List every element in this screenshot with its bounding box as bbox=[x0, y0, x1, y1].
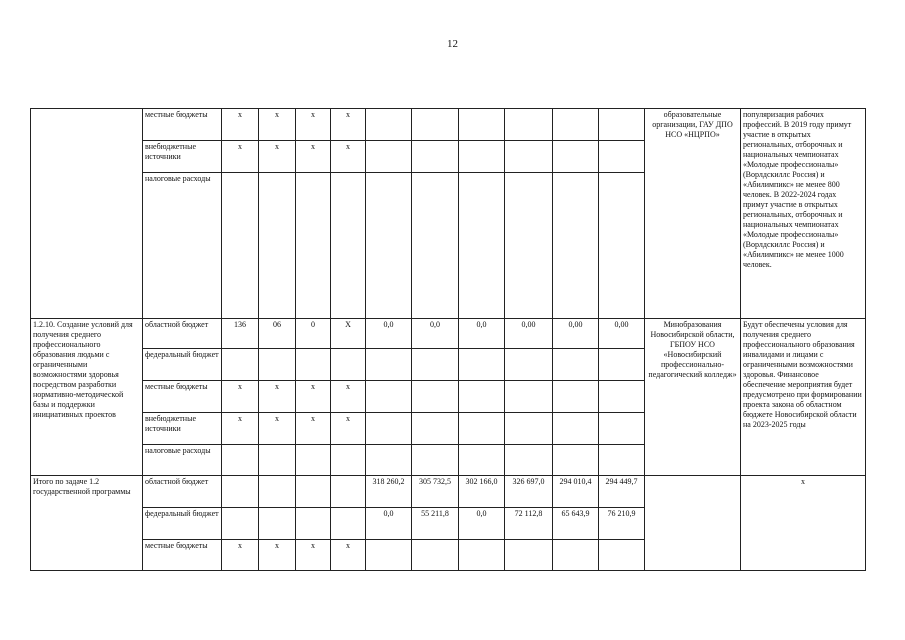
value-cell: 0,0 bbox=[412, 319, 459, 349]
mark-cell bbox=[222, 476, 259, 508]
value-cell bbox=[599, 413, 645, 445]
mark-cell: х bbox=[259, 413, 296, 445]
value-cell bbox=[553, 109, 599, 141]
value-cell bbox=[553, 173, 599, 319]
value-cell bbox=[505, 381, 553, 413]
value-cell bbox=[412, 109, 459, 141]
value-cell bbox=[599, 173, 645, 319]
source-cell: областной бюджет bbox=[143, 476, 222, 508]
value-cell bbox=[505, 540, 553, 571]
code-cell: 06 bbox=[259, 319, 296, 349]
code-cell bbox=[331, 349, 366, 381]
mark-cell: х bbox=[222, 413, 259, 445]
mark-cell bbox=[259, 445, 296, 476]
value-cell: 0,00 bbox=[505, 319, 553, 349]
source-cell: налоговые расходы bbox=[143, 173, 222, 319]
value-cell bbox=[412, 413, 459, 445]
value-cell: 0,00 bbox=[553, 319, 599, 349]
value-cell bbox=[599, 445, 645, 476]
value-cell bbox=[599, 141, 645, 173]
mark-cell: х bbox=[222, 381, 259, 413]
organization-cell bbox=[645, 476, 741, 571]
value-cell bbox=[366, 413, 412, 445]
organization-cell: Минобразования Новосибирской области, ГБПОУ НСО «Новосибирский профессионально-педагогический колледж» bbox=[645, 319, 741, 476]
value-cell bbox=[459, 141, 505, 173]
value-cell bbox=[505, 445, 553, 476]
value-cell bbox=[412, 540, 459, 571]
source-cell: налоговые расходы bbox=[143, 445, 222, 476]
mark-cell bbox=[296, 445, 331, 476]
value-cell bbox=[505, 141, 553, 173]
source-cell: федеральный бюджет bbox=[143, 349, 222, 381]
mark-cell: х bbox=[296, 141, 331, 173]
value-cell bbox=[412, 349, 459, 381]
value-cell bbox=[553, 445, 599, 476]
mark-cell: х bbox=[331, 413, 366, 445]
value-cell bbox=[366, 141, 412, 173]
value-cell bbox=[459, 381, 505, 413]
source-cell: местные бюджеты bbox=[143, 540, 222, 571]
mark-cell: х bbox=[259, 141, 296, 173]
value-cell: 318 260,2 bbox=[366, 476, 412, 508]
value-cell bbox=[599, 349, 645, 381]
mark-cell: х bbox=[296, 381, 331, 413]
value-cell bbox=[505, 109, 553, 141]
mark-cell: х bbox=[331, 381, 366, 413]
value-cell bbox=[412, 445, 459, 476]
result-cell: популяризация рабочих профессий. В 2019 году примут участие в открытых региональных, отборочных и национальных чемпионатах «Молодые профессионалы» (Ворлдскиллс Россия) и «Абилимпикс» не менее 800 человек. В 2022-2024 годах примут участие в открытых региональных, отборочных и национальных чемпионатах «Молодые профессионалы» (Ворлдскиллс Россия) и «Абилимпикс» не менее 1000 человек. bbox=[741, 109, 866, 319]
value-cell: 0,0 bbox=[366, 319, 412, 349]
value-cell: 0,00 bbox=[599, 319, 645, 349]
value-cell: 0,0 bbox=[366, 508, 412, 540]
mark-cell bbox=[259, 476, 296, 508]
code-cell: 136 bbox=[222, 319, 259, 349]
task-cell bbox=[31, 109, 143, 319]
code-cell bbox=[259, 349, 296, 381]
value-cell: 326 697,0 bbox=[505, 476, 553, 508]
value-cell bbox=[366, 349, 412, 381]
source-cell: местные бюджеты bbox=[143, 381, 222, 413]
result-cell: х bbox=[741, 476, 866, 571]
source-cell: местные бюджеты bbox=[143, 109, 222, 141]
mark-cell: х bbox=[222, 540, 259, 571]
mark-cell bbox=[331, 445, 366, 476]
mark-cell bbox=[222, 508, 259, 540]
value-cell: 302 166,0 bbox=[459, 476, 505, 508]
value-cell bbox=[412, 141, 459, 173]
code-cell: Х bbox=[331, 319, 366, 349]
mark-cell: х bbox=[296, 413, 331, 445]
value-cell bbox=[599, 109, 645, 141]
mark-cell bbox=[259, 508, 296, 540]
value-cell bbox=[505, 413, 553, 445]
source-cell: областной бюджет bbox=[143, 319, 222, 349]
value-cell bbox=[505, 173, 553, 319]
value-cell bbox=[553, 349, 599, 381]
value-cell bbox=[553, 141, 599, 173]
value-cell bbox=[412, 381, 459, 413]
mark-cell bbox=[331, 173, 366, 319]
value-cell bbox=[505, 349, 553, 381]
mark-cell: х bbox=[331, 141, 366, 173]
value-cell bbox=[459, 173, 505, 319]
value-cell: 55 211,8 bbox=[412, 508, 459, 540]
mark-cell bbox=[296, 476, 331, 508]
value-cell bbox=[599, 540, 645, 571]
value-cell bbox=[366, 445, 412, 476]
table-row bbox=[31, 109, 866, 141]
page-number: 12 bbox=[447, 38, 458, 50]
value-cell bbox=[599, 381, 645, 413]
value-cell: 0,0 bbox=[459, 508, 505, 540]
mark-cell bbox=[296, 508, 331, 540]
value-cell bbox=[366, 540, 412, 571]
value-cell bbox=[459, 445, 505, 476]
mark-cell bbox=[222, 173, 259, 319]
table-row bbox=[31, 319, 866, 349]
value-cell: 0,0 bbox=[459, 319, 505, 349]
value-cell bbox=[459, 349, 505, 381]
mark-cell bbox=[331, 476, 366, 508]
value-cell: 65 643,9 bbox=[553, 508, 599, 540]
value-cell: 294 449,7 bbox=[599, 476, 645, 508]
mark-cell: х bbox=[259, 540, 296, 571]
code-cell bbox=[222, 349, 259, 381]
mark-cell bbox=[331, 508, 366, 540]
mark-cell: х bbox=[331, 540, 366, 571]
mark-cell: х bbox=[296, 109, 331, 141]
task-cell: 1.2.10. Создание условий для получения среднего профессионального образования людьми с ограниченными возможностями здоровья посредством разработки нормативно-методической базы и поддержки инициативных проектов bbox=[31, 319, 143, 476]
mark-cell bbox=[296, 173, 331, 319]
value-cell bbox=[366, 173, 412, 319]
value-cell bbox=[366, 109, 412, 141]
program-table bbox=[30, 108, 866, 571]
value-cell: 72 112,8 bbox=[505, 508, 553, 540]
value-cell bbox=[459, 413, 505, 445]
value-cell bbox=[459, 540, 505, 571]
code-cell bbox=[296, 349, 331, 381]
mark-cell bbox=[259, 173, 296, 319]
mark-cell bbox=[222, 445, 259, 476]
value-cell bbox=[553, 540, 599, 571]
mark-cell: х bbox=[259, 381, 296, 413]
value-cell: 76 210,9 bbox=[599, 508, 645, 540]
task-cell: Итого по задаче 1.2 государственной программы bbox=[31, 476, 143, 571]
value-cell bbox=[459, 109, 505, 141]
table-row bbox=[31, 476, 866, 508]
mark-cell: х bbox=[259, 109, 296, 141]
mark-cell: х bbox=[331, 109, 366, 141]
mark-cell: х bbox=[222, 109, 259, 141]
value-cell bbox=[412, 173, 459, 319]
source-cell: внебюджетные источники bbox=[143, 413, 222, 445]
value-cell: 294 010,4 bbox=[553, 476, 599, 508]
mark-cell: х bbox=[296, 540, 331, 571]
mark-cell: х bbox=[222, 141, 259, 173]
code-cell: 0 bbox=[296, 319, 331, 349]
value-cell: 305 732,5 bbox=[412, 476, 459, 508]
organization-cell: образовательные организации, ГАУ ДПО НСО «НЦРПО» bbox=[645, 109, 741, 319]
result-cell: Будут обеспечены условия для получения среднего профессионального образования инвалидами и лицами с ограниченными возможностями здоровья. Финансовое обеспечение мероприятия будет предусмотрено при формировании проекта закона об областном бюджете Новосибирской области на 2023-2025 годы bbox=[741, 319, 866, 476]
value-cell bbox=[553, 413, 599, 445]
value-cell bbox=[553, 381, 599, 413]
source-cell: внебюджетные источники bbox=[143, 141, 222, 173]
source-cell: федеральный бюджет bbox=[143, 508, 222, 540]
value-cell bbox=[366, 381, 412, 413]
